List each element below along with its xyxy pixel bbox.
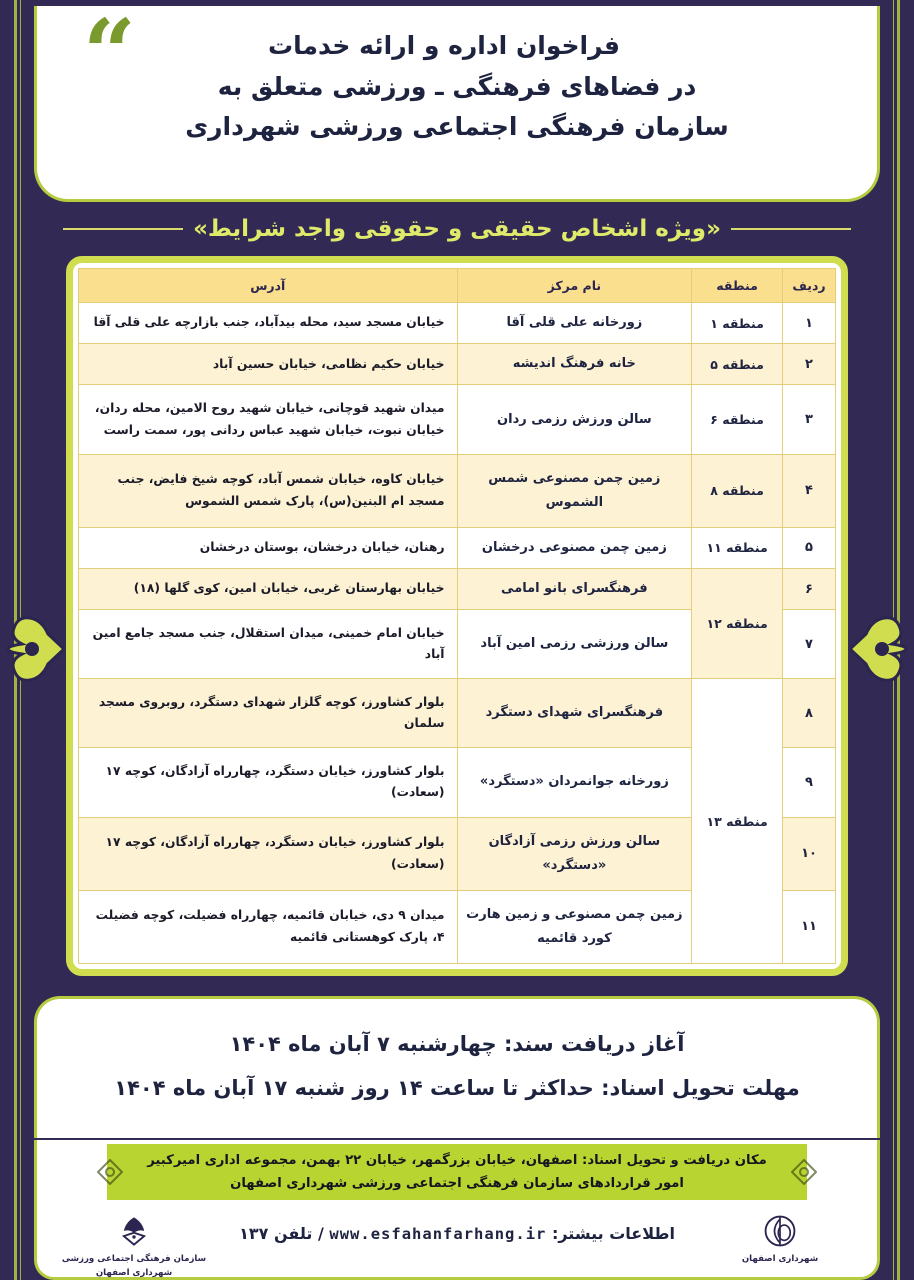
left-flourish-icon (97, 1159, 123, 1185)
subtitle-ribbon (0, 206, 914, 252)
cell-mantaghe: منطقه ۵ (692, 344, 783, 385)
table-header-row (79, 269, 836, 303)
deadline-line (114, 1076, 799, 1100)
table-body (79, 303, 836, 964)
page-title-line-1: فراخوان اداره و ارائه خدمات (267, 31, 621, 60)
cell-adres: خیابان بهارستان غربی، خیابان امین، کوی گلها (۱۸) (79, 568, 458, 609)
column-header-mantaghe: منطقه (692, 269, 783, 303)
start-date-value: چهارشنبه ۷ آبان ماه ۱۴۰۴ (229, 1031, 497, 1056)
ribbon-rule-left (63, 228, 183, 230)
table-row (79, 454, 836, 527)
poster-header-card (34, 0, 880, 202)
location-bar (107, 1144, 807, 1200)
right-logo-caption: شهرداری اصفهان (741, 1254, 819, 1264)
cell-radif: ۶ (783, 568, 836, 609)
page-title-line-2: در فضاهای فرهنگی ـ ورزشی متعلق به (217, 71, 697, 101)
cell-markaz: سالن ورزش رزمی ردان (457, 385, 692, 454)
left-logo-caption-line-2: شهرداری اصفهان (95, 1267, 173, 1278)
table-row (79, 303, 836, 344)
cell-adres: میدان ۹ دی، خیابان قائمیه، چهارراه فضیلت، کوچه فضیلت ۴، پارک کوهستانی قائمیه (79, 890, 458, 963)
poster-footer (34, 1204, 880, 1280)
cell-adres: خیابان حکیم نظامی، خیابان حسین آباد (79, 344, 458, 385)
cell-markaz: خانه فرهنگ اندیشه (457, 344, 692, 385)
cell-markaz: فرهنگسرای بانو امامی (457, 568, 692, 609)
cell-markaz: سالن ورزش رزمی آزادگان «دستگرد» (457, 817, 692, 890)
start-date-label: آغاز دریافت سند: (503, 1031, 685, 1056)
website-link[interactable]: www.esfahanfarhang.ir (329, 1225, 547, 1243)
cell-markaz: فرهنگسرای شهدای دستگرد (457, 679, 692, 748)
cell-radif: ۸ (783, 679, 836, 748)
cell-markaz: زورخانه جوانمردان «دستگرد» (457, 748, 692, 817)
left-logo-caption-line-1: سازمان فرهنگی اجتماعی ورزشی (61, 1254, 207, 1264)
table-head (79, 269, 836, 303)
cell-markaz: زمین چمن مصنوعی و زمین هارت کورد قائمیه (457, 890, 692, 963)
table-row (79, 527, 836, 568)
poster-title-block (83, 0, 831, 148)
contact-line (209, 1212, 705, 1243)
cell-radif: ۱۱ (783, 890, 836, 963)
left-logo-block (59, 1212, 209, 1279)
cell-adres: رهنان، خیابان درخشان، بوستان درخشان (79, 527, 458, 568)
cell-adres: بلوار کشاورز، خیابان دستگرد، چهارراه آزادگان، کوچه ۱۷ (سعادت) (79, 817, 458, 890)
cell-adres: میدان شهید قوچانی، خیابان شهید روح الامین، محله ردان، خیابان نبوت، خیابان شهید عباس ردانی پور، سمت راست (79, 385, 458, 454)
table-row (79, 679, 836, 748)
cell-adres: خیابان امام خمینی، میدان استقلال، جنب مسجد جامع امین آباد (79, 610, 458, 679)
poster-subtitle: «ویژه اشخاص حقیقی و حقوقی واجد شرایط» (193, 216, 721, 242)
column-header-radif: ردیف (783, 269, 836, 303)
isfahan-municipality-logo-icon (763, 1214, 797, 1248)
cell-mantaghe: منطقه ۱۲ (692, 568, 783, 678)
dates-card (34, 996, 880, 1138)
cell-adres: بلوار کشاورز، کوچه گلزار شهدای دستگرد، روبروی مسجد سلمان (79, 679, 458, 748)
phone-label: تلفن (273, 1224, 313, 1243)
phone-number[interactable]: ۱۳۷ (239, 1224, 269, 1243)
contact-separator: / (317, 1224, 324, 1243)
cell-radif: ۱۰ (783, 817, 836, 890)
cell-mantaghe: منطقه ۱ (692, 303, 783, 344)
table-row (79, 568, 836, 609)
right-logo-block (705, 1212, 855, 1266)
page-title-line-3: سازمان فرهنگی اجتماعی ورزشی شهرداری (185, 112, 729, 141)
cell-mantaghe: منطقه ۱۱ (692, 527, 783, 568)
more-info-label: اطلاعات بیشتر: (551, 1224, 675, 1243)
location-line-1: مکان دریافت و تحویل اسناد: اصفهان، خیابان بزرگمهر، خیابان ۲۲ بهمن، مجموعه اداری امیرکبیر (147, 1152, 767, 1168)
location-text (147, 1149, 767, 1195)
column-header-adres: آدرس (79, 269, 458, 303)
ribbon-rule-right (731, 228, 851, 230)
cell-adres: خیابان مسجد سید، محله بیدآباد، جنب بازارچه علی قلی آقا (79, 303, 458, 344)
cell-adres: خیابان کاوه، خیابان شمس آباد، کوچه شیخ فایض، جنب مسجد ام البنین(س)، پارک شمس الشموس (79, 454, 458, 527)
cell-mantaghe: منطقه ۸ (692, 454, 783, 527)
cell-radif: ۵ (783, 527, 836, 568)
centers-table (78, 268, 836, 964)
table-row (79, 385, 836, 454)
cell-markaz: زورخانه علی قلی آقا (457, 303, 692, 344)
cell-markaz: زمین چمن مصنوعی درخشان (457, 527, 692, 568)
cell-mantaghe: منطقه ۶ (692, 385, 783, 454)
start-date-line (230, 1032, 685, 1056)
cell-markaz: سالن ورزشی رزمی امین آباد (457, 610, 692, 679)
deadline-value: حداکثر تا ساعت ۱۴ روز شنبه ۱۷ آبان ماه ۱۴۰۴ (114, 1075, 594, 1100)
right-ornament-icon (850, 590, 912, 708)
location-bar-wrapper (34, 1140, 880, 1204)
centers-table-card (66, 256, 848, 976)
cell-radif: ۴ (783, 454, 836, 527)
location-line-2: امور قراردادهای سازمان فرهنگی اجتماعی ورزشی شهرداری اصفهان (230, 1176, 684, 1191)
cell-markaz: زمین چمن مصنوعی شمس الشموس (457, 454, 692, 527)
cell-adres: بلوار کشاورز، خیابان دستگرد، چهارراه آزادگان، کوچه ۱۷ (سعادت) (79, 748, 458, 817)
cell-mantaghe: منطقه ۱۳ (692, 679, 783, 964)
right-flourish-icon (791, 1159, 817, 1185)
cell-radif: ۹ (783, 748, 836, 817)
cell-radif: ۱ (783, 303, 836, 344)
deadline-label: مهلت تحویل اسناد: (601, 1075, 800, 1100)
table-row (79, 344, 836, 385)
cell-radif: ۲ (783, 344, 836, 385)
cultural-organization-logo-icon (117, 1214, 151, 1248)
cell-radif: ۷ (783, 610, 836, 679)
cell-radif: ۳ (783, 385, 836, 454)
quotation-mark-icon: “ (83, 0, 132, 107)
column-header-markaz: نام مرکز (457, 269, 692, 303)
left-ornament-icon (2, 590, 64, 708)
